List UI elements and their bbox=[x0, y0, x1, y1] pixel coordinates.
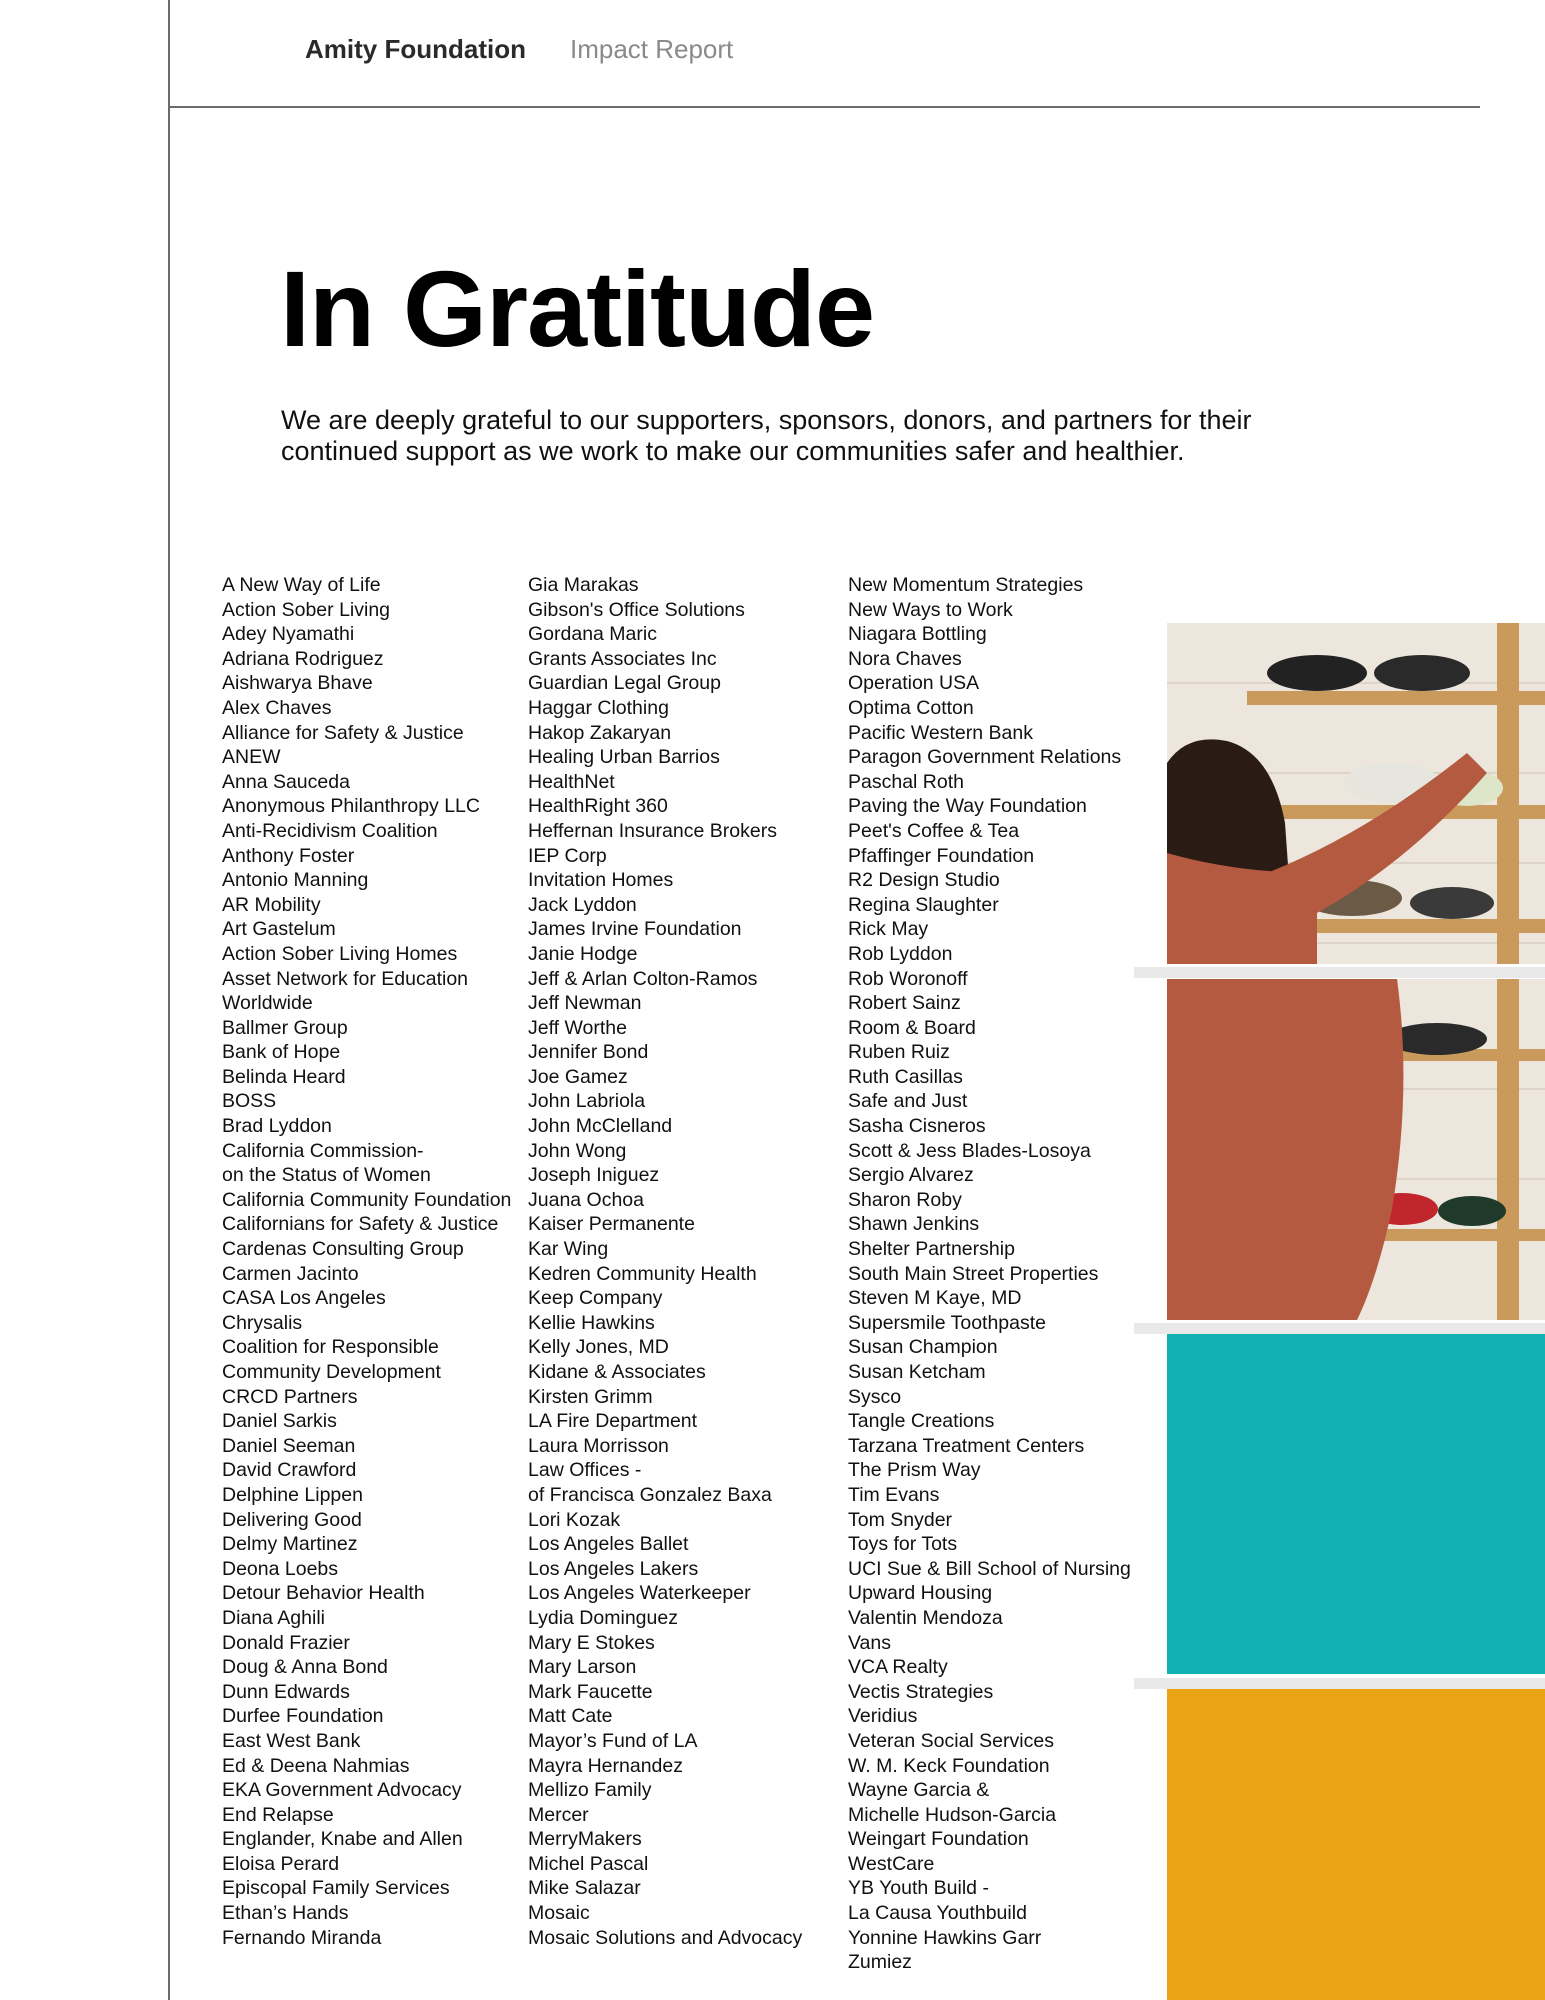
donor-name: Anti-Recidivism Coalition bbox=[222, 819, 438, 842]
donor-name: East West Bank bbox=[222, 1729, 361, 1752]
donor-name: End Relapse bbox=[222, 1803, 334, 1826]
donor-name: Aishwarya Bhave bbox=[222, 672, 373, 695]
donor-name: Steven M Kaye, MD bbox=[848, 1287, 1022, 1310]
donor-name: Invitation Homes bbox=[528, 869, 674, 892]
donor-name: Alex Chaves bbox=[222, 696, 332, 719]
donor-name: Susan Champion bbox=[848, 1336, 998, 1359]
donor-name: Durfee Foundation bbox=[222, 1705, 384, 1728]
donor-name: Scott & Jess Blades-Losoya bbox=[848, 1139, 1091, 1162]
donor-name: Adey Nyamathi bbox=[222, 623, 355, 646]
teal-color-block bbox=[1167, 1334, 1545, 1674]
donor-name: Laura Morrisson bbox=[528, 1434, 669, 1457]
donor-name: Michelle Hudson-Garcia bbox=[848, 1803, 1057, 1826]
donor-name: Supersmile Toothpaste bbox=[848, 1311, 1047, 1334]
donor-name: Daniel Seeman bbox=[222, 1434, 356, 1457]
donor-name: IEP Corp bbox=[528, 844, 607, 867]
donor-name: Mayra Hernandez bbox=[528, 1754, 683, 1777]
donor-name: Delphine Lippen bbox=[222, 1483, 363, 1506]
donor-name: California Commission- bbox=[222, 1139, 424, 1162]
donor-name: Room & Board bbox=[848, 1016, 976, 1039]
donor-name: Veridius bbox=[848, 1705, 918, 1728]
donor-name: Rob Lyddon bbox=[848, 942, 953, 965]
gold-color-block bbox=[1167, 1689, 1545, 2000]
donor-name: Eloisa Perard bbox=[222, 1852, 340, 1875]
donor-name: Law Offices - bbox=[528, 1459, 642, 1482]
donor-name: Pacific Western Bank bbox=[848, 721, 1033, 744]
donor-name: HealthNet bbox=[528, 770, 615, 793]
donor-name: Sergio Alvarez bbox=[848, 1164, 974, 1187]
donor-name: Anna Sauceda bbox=[222, 770, 350, 793]
donor-name: Jack Lyddon bbox=[528, 893, 637, 916]
donor-column-2 bbox=[528, 573, 802, 1950]
donor-name: Matt Cate bbox=[528, 1705, 613, 1728]
donor-name: Englander, Knabe and Allen bbox=[222, 1828, 463, 1851]
donor-name: Mercer bbox=[528, 1803, 589, 1826]
donor-name: Janie Hodge bbox=[528, 942, 638, 965]
donor-name: Community Development bbox=[222, 1361, 441, 1383]
donor-name: Mary E Stokes bbox=[528, 1631, 655, 1654]
donor-name: Ballmer Group bbox=[222, 1016, 348, 1039]
donor-name: on the Status of Women bbox=[222, 1164, 431, 1187]
donor-name: Paschal Roth bbox=[848, 770, 964, 793]
donor-name: Ethan’s Hands bbox=[222, 1902, 349, 1925]
donor-name: Tom Snyder bbox=[848, 1508, 953, 1531]
donor-name: Tangle Creations bbox=[848, 1410, 995, 1433]
donor-name: R2 Design Studio bbox=[848, 869, 1000, 892]
donor-name: WestCare bbox=[848, 1852, 935, 1875]
donor-name: Gordana Maric bbox=[528, 623, 657, 646]
donor-name: Jeff & Arlan Colton-Ramos bbox=[528, 967, 758, 990]
donor-name: Safe and Just bbox=[848, 1090, 968, 1113]
donor-name: Mellizo Family bbox=[528, 1779, 652, 1802]
left-margin-rule bbox=[168, 0, 170, 2000]
donor-name: Dunn Edwards bbox=[222, 1680, 350, 1703]
donor-name: Toys for Tots bbox=[848, 1533, 958, 1556]
donor-name: BOSS bbox=[222, 1090, 277, 1113]
donor-name: Doug & Anna Bond bbox=[222, 1656, 388, 1679]
donor-name: Californians for Safety & Justice bbox=[222, 1213, 499, 1236]
donor-name: Grants Associates Inc bbox=[528, 647, 717, 670]
donor-name: Weingart Foundation bbox=[848, 1828, 1029, 1851]
donor-name: Kirsten Grimm bbox=[528, 1385, 653, 1408]
donor-name: Tarzana Treatment Centers bbox=[848, 1434, 1085, 1457]
donor-name: Worldwide bbox=[222, 992, 313, 1015]
donor-name: Deona Loebs bbox=[222, 1557, 339, 1580]
donor-name: Niagara Bottling bbox=[848, 623, 987, 646]
donor-name: Nora Chaves bbox=[848, 647, 962, 670]
donor-name: Kellie Hawkins bbox=[528, 1311, 655, 1334]
report-name: Impact Report bbox=[569, 34, 734, 64]
donor-name: Tim Evans bbox=[848, 1483, 940, 1506]
donor-name: Rick May bbox=[848, 918, 929, 941]
donor-name: Paragon Government Relations bbox=[848, 746, 1122, 769]
donor-name: Episcopal Family Services bbox=[222, 1877, 450, 1900]
donor-name: Zumiez bbox=[848, 1951, 912, 1974]
donor-name: Valentin Mendoza bbox=[848, 1606, 1003, 1629]
donor-column-1 bbox=[222, 573, 511, 1950]
donor-name: California Community Foundation bbox=[222, 1188, 512, 1211]
shoe-shelf-illustration bbox=[1167, 623, 1545, 964]
donor-name: Yonnine Hawkins Garr bbox=[848, 1926, 1042, 1949]
donor-name: VCA Realty bbox=[848, 1656, 948, 1679]
donor-name: Donald Frazier bbox=[222, 1631, 350, 1654]
donor-name: Vectis Strategies bbox=[848, 1680, 994, 1703]
donor-name: Adriana Rodriguez bbox=[222, 647, 384, 670]
donor-name: New Ways to Work bbox=[848, 598, 1013, 621]
donor-name: Kedren Community Health bbox=[528, 1262, 757, 1285]
donor-name: Vans bbox=[848, 1631, 891, 1654]
donor-name: Lori Kozak bbox=[528, 1508, 621, 1531]
donor-column-3 bbox=[848, 573, 1131, 1975]
donor-name: Mayor’s Fund of LA bbox=[528, 1729, 698, 1752]
donor-name: Joe Gamez bbox=[528, 1065, 628, 1088]
donor-name: Robert Sainz bbox=[848, 992, 961, 1015]
donor-name: YB Youth Build - bbox=[848, 1877, 989, 1900]
donor-name: Gibson's Office Solutions bbox=[528, 598, 745, 621]
donor-name: John Wong bbox=[528, 1139, 627, 1162]
donor-name: Upward Housing bbox=[848, 1582, 993, 1605]
donor-name: Michel Pascal bbox=[528, 1852, 649, 1875]
donor-name: Veteran Social Services bbox=[848, 1729, 1054, 1752]
donor-name: Paving the Way Foundation bbox=[848, 795, 1087, 818]
donor-name: Chrysalis bbox=[222, 1311, 303, 1334]
donor-name: MerryMakers bbox=[528, 1828, 642, 1851]
divider-band bbox=[1134, 967, 1545, 978]
donor-name: Antonio Manning bbox=[222, 869, 369, 892]
donor-name: Daniel Sarkis bbox=[222, 1410, 337, 1433]
donor-name: of Francisca Gonzalez Baxa bbox=[528, 1483, 772, 1506]
donor-name: Joseph Iniguez bbox=[528, 1164, 660, 1187]
donor-name: New Momentum Strategies bbox=[848, 574, 1084, 596]
donor-name: Pfaffinger Foundation bbox=[848, 844, 1035, 867]
donor-name: Asset Network for Education bbox=[222, 967, 469, 990]
donor-name: Fernando Miranda bbox=[222, 1926, 382, 1949]
donor-name: Heffernan Insurance Brokers bbox=[528, 819, 777, 842]
donor-name: Mike Salazar bbox=[528, 1877, 641, 1900]
donor-name: CASA Los Angeles bbox=[222, 1287, 386, 1310]
donor-name: Bank of Hope bbox=[222, 1041, 341, 1064]
donor-name: James Irvine Foundation bbox=[528, 918, 742, 941]
donor-name: Rob Woronoff bbox=[848, 967, 968, 990]
shoe-shelf-illustration bbox=[1167, 979, 1545, 1320]
donor-name: Action Sober Living Homes bbox=[222, 942, 458, 965]
donor-name: Juana Ochoa bbox=[528, 1188, 645, 1211]
donor-name: David Crawford bbox=[222, 1459, 357, 1482]
donor-name: ANEW bbox=[222, 746, 281, 769]
donor-name: Carmen Jacinto bbox=[222, 1262, 359, 1285]
donor-name: HealthRight 360 bbox=[528, 795, 668, 818]
donor-name: Sasha Cisneros bbox=[848, 1115, 986, 1138]
donor-name: Anonymous Philanthropy LLC bbox=[222, 795, 480, 818]
donor-name: Shawn Jenkins bbox=[848, 1213, 980, 1236]
donor-name: Shelter Partnership bbox=[848, 1238, 1015, 1261]
donor-name: Kelly Jones, MD bbox=[528, 1336, 669, 1359]
donor-name: Optima Cotton bbox=[848, 696, 974, 719]
donor-name: Sharon Roby bbox=[848, 1188, 962, 1211]
donor-name: Art Gastelum bbox=[222, 918, 336, 941]
donor-name: Lydia Dominguez bbox=[528, 1606, 678, 1629]
donor-name: Peet's Coffee & Tea bbox=[848, 819, 1020, 842]
donor-name: Gia Marakas bbox=[528, 574, 639, 596]
donor-name: La Causa Youthbuild bbox=[848, 1902, 1027, 1925]
donor-name: Kaiser Permanente bbox=[528, 1213, 695, 1236]
donor-name: Ed & Deena Nahmias bbox=[222, 1754, 410, 1777]
donor-name: Brad Lyddon bbox=[222, 1115, 332, 1138]
donor-name: Diana Aghili bbox=[222, 1606, 325, 1629]
donor-name: Guardian Legal Group bbox=[528, 672, 721, 695]
donor-name: Mosaic Solutions and Advocacy bbox=[528, 1926, 803, 1949]
donor-name: Mary Larson bbox=[528, 1656, 637, 1679]
donor-name: Kar Wing bbox=[528, 1238, 609, 1261]
donor-name: South Main Street Properties bbox=[848, 1262, 1099, 1285]
brand-name: Amity Foundation bbox=[305, 34, 526, 64]
donor-name: Kidane & Associates bbox=[528, 1361, 706, 1383]
donor-name: Jeff Newman bbox=[528, 992, 642, 1015]
donor-name: Mosaic bbox=[528, 1902, 590, 1925]
donor-name: LA Fire Department bbox=[528, 1410, 698, 1433]
donor-name: AR Mobility bbox=[222, 893, 321, 916]
donor-name: EKA Government Advocacy bbox=[222, 1779, 462, 1802]
donor-name: Keep Company bbox=[528, 1287, 663, 1310]
donor-name: Operation USA bbox=[848, 672, 980, 695]
page-header bbox=[305, 34, 733, 65]
donor-name: John McClelland bbox=[528, 1115, 673, 1138]
donor-name: Ruth Casillas bbox=[848, 1065, 963, 1088]
donor-name: Delmy Martinez bbox=[222, 1533, 358, 1556]
donor-name: Healing Urban Barrios bbox=[528, 746, 720, 769]
donor-name: John Labriola bbox=[528, 1090, 646, 1113]
photo-shoe-shelves-top bbox=[1167, 623, 1545, 964]
donor-name: CRCD Partners bbox=[222, 1385, 358, 1408]
donor-name: Jennifer Bond bbox=[528, 1041, 649, 1064]
donor-name: Regina Slaughter bbox=[848, 893, 999, 916]
donor-name: Belinda Heard bbox=[222, 1065, 346, 1088]
donor-name: Wayne Garcia & bbox=[848, 1779, 990, 1802]
donor-name: UCI Sue & Bill School of Nursing bbox=[848, 1557, 1131, 1580]
page-title: In Gratitude bbox=[280, 248, 875, 369]
donor-name: Sysco bbox=[848, 1385, 902, 1408]
donor-name: Susan Ketcham bbox=[848, 1361, 986, 1383]
donor-name: Anthony Foster bbox=[222, 844, 355, 867]
donor-name: Cardenas Consulting Group bbox=[222, 1238, 464, 1261]
divider-band bbox=[1134, 1678, 1545, 1689]
donor-name: Mark Faucette bbox=[528, 1680, 653, 1703]
donor-name: Detour Behavior Health bbox=[222, 1582, 425, 1605]
donor-name: Alliance for Safety & Justice bbox=[222, 721, 464, 744]
photo-shoe-shelves-bottom bbox=[1167, 979, 1545, 1320]
donor-name: The Prism Way bbox=[848, 1459, 981, 1482]
donor-name: Coalition for Responsible bbox=[222, 1336, 439, 1359]
intro-paragraph: We are deeply grateful to our supporters, sponsors, donors, and partners for their continued support as we work to make our communities safer and healthier. bbox=[281, 405, 1252, 466]
donor-name: W. M. Keck Foundation bbox=[848, 1754, 1050, 1777]
donor-name: Los Angeles Lakers bbox=[528, 1557, 699, 1580]
donor-name: Hakop Zakaryan bbox=[528, 721, 672, 744]
donor-name: Los Angeles Waterkeeper bbox=[528, 1582, 751, 1605]
donor-name: Haggar Clothing bbox=[528, 696, 669, 719]
donor-name: A New Way of Life bbox=[222, 574, 381, 596]
divider-band bbox=[1134, 1323, 1545, 1334]
donor-name: Los Angeles Ballet bbox=[528, 1533, 689, 1556]
donor-name: Action Sober Living bbox=[222, 598, 391, 621]
header-rule bbox=[168, 106, 1480, 108]
donor-name: Delivering Good bbox=[222, 1508, 362, 1531]
donor-name: Jeff Worthe bbox=[528, 1016, 627, 1039]
donor-name: Ruben Ruiz bbox=[848, 1041, 950, 1064]
